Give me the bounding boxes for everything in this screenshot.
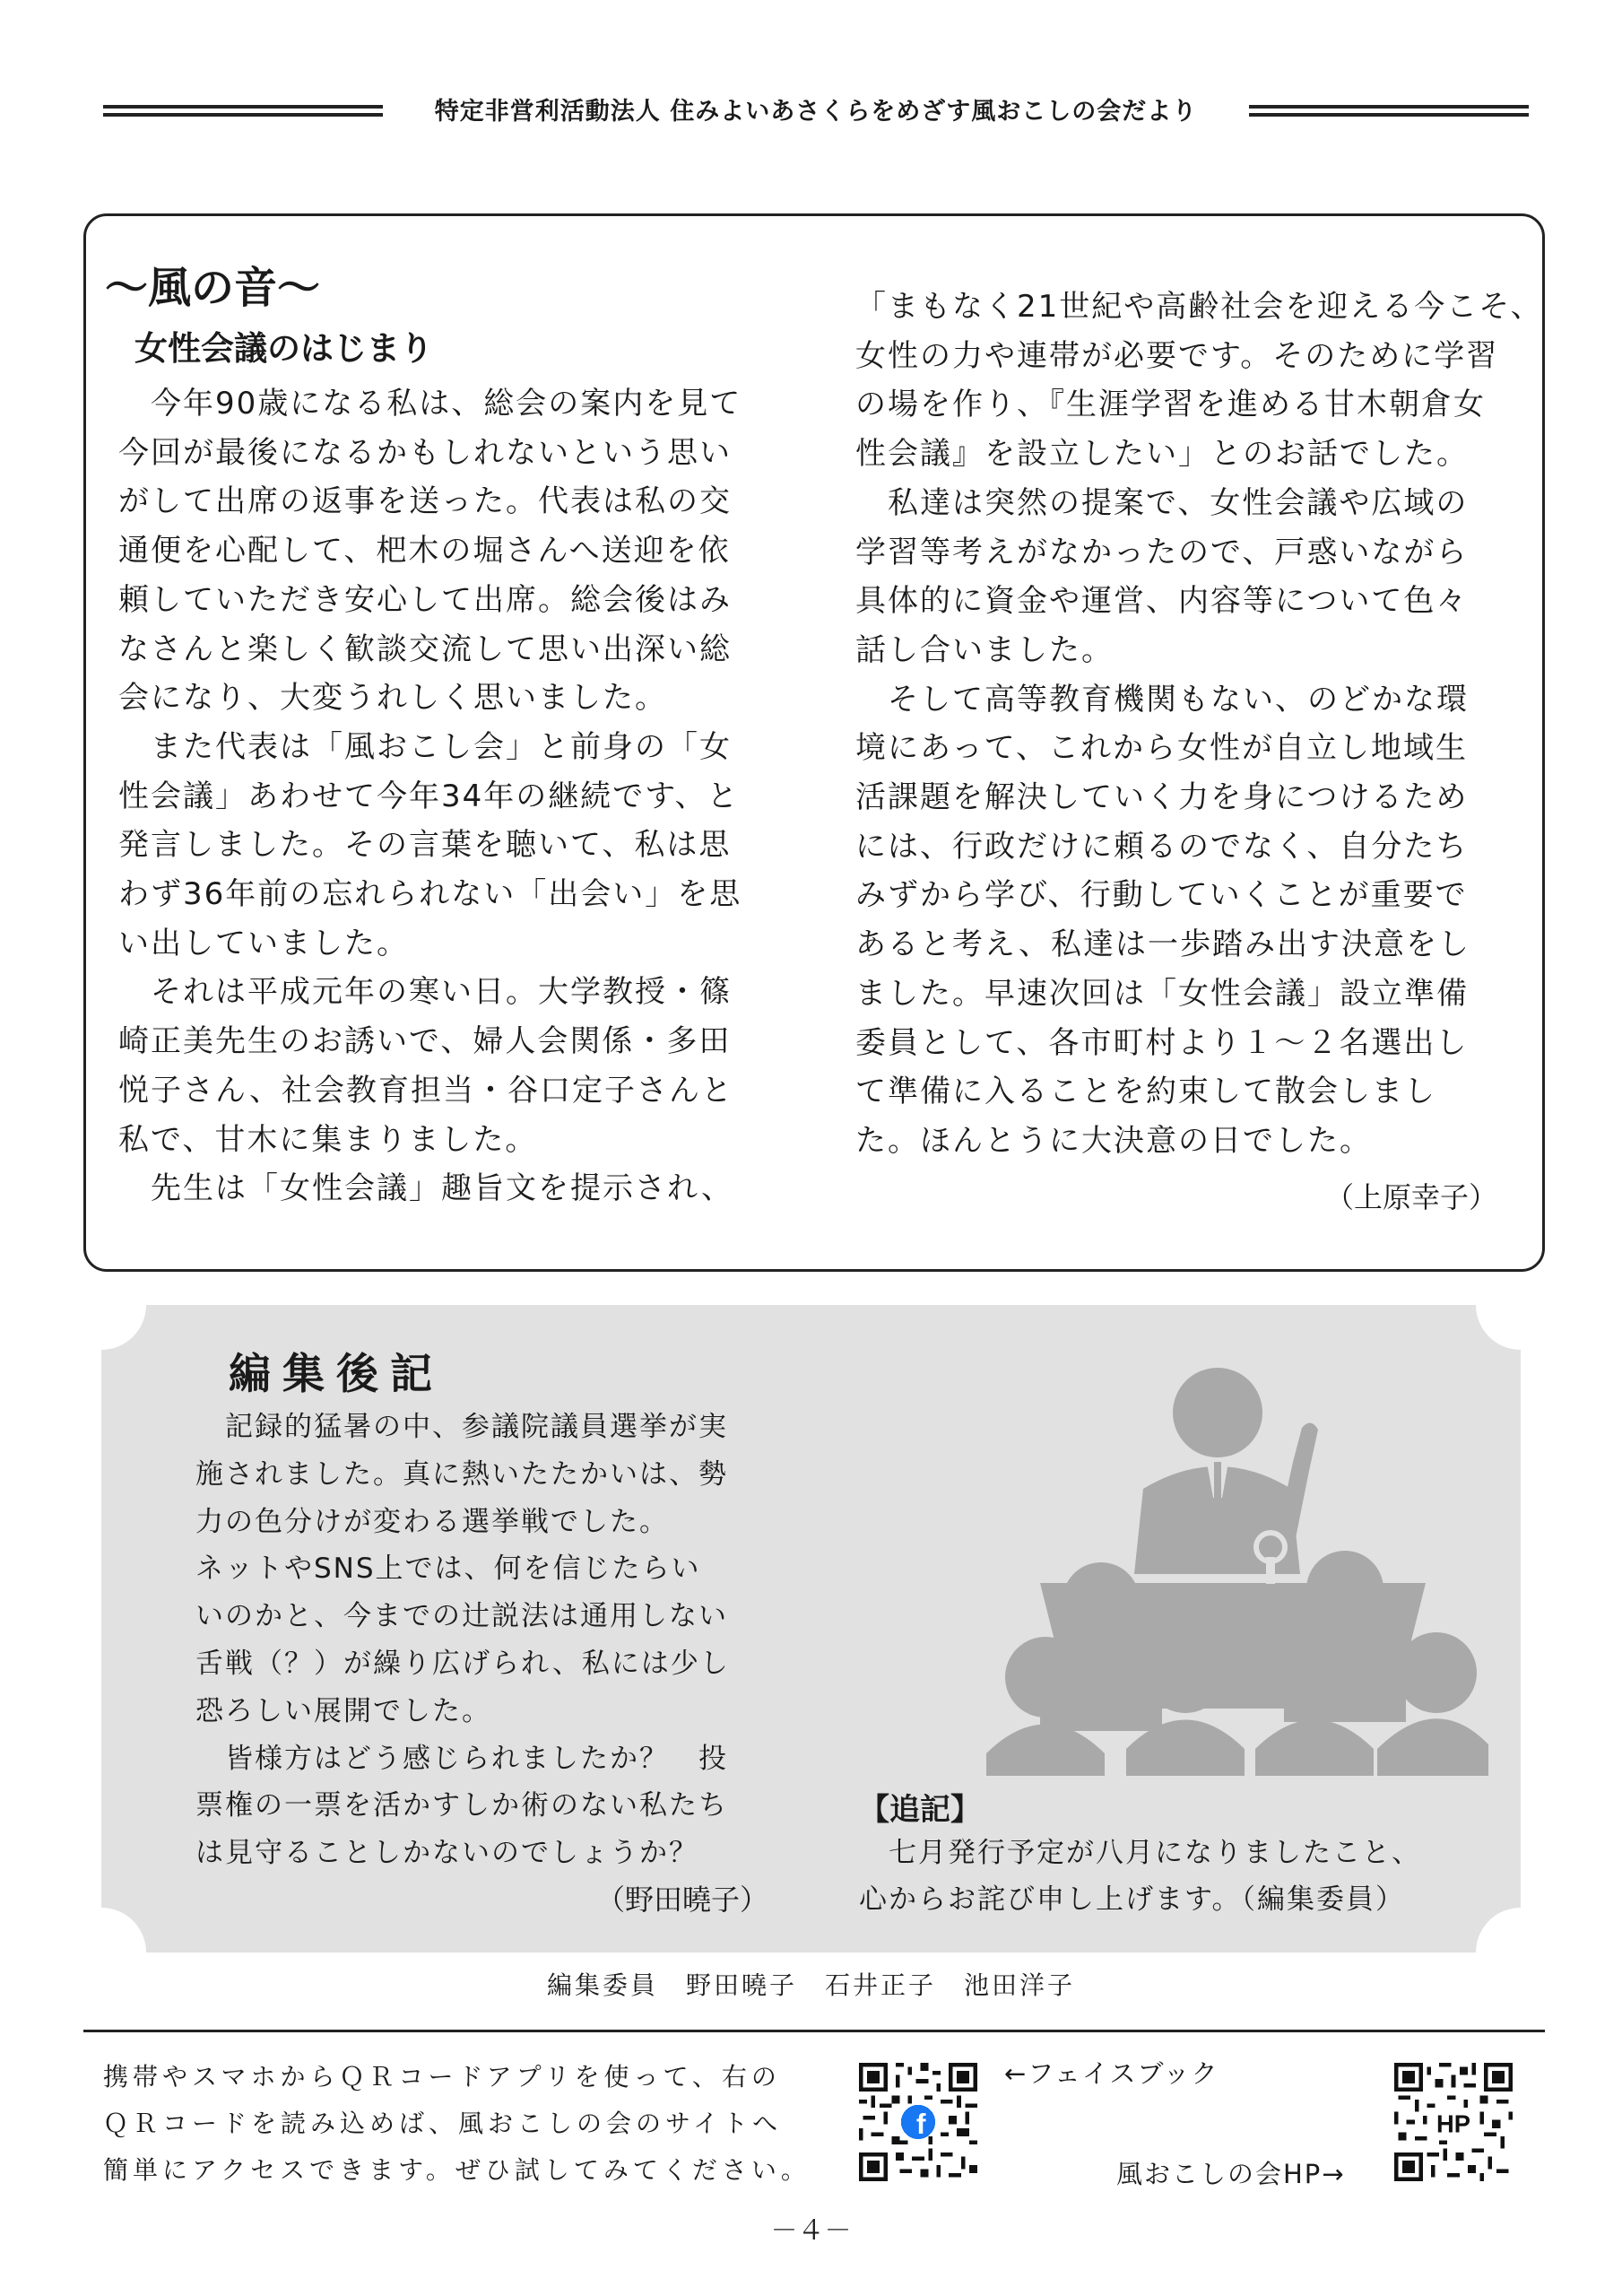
article-line: 学習等考えがなかったので、戸惑いながら [855, 534, 1469, 570]
tsuiki-line: 七月発行予定が八月になりましたこと、 [859, 1837, 1421, 1869]
article-line: 私達は突然の提案で、女性会議や広域の [855, 484, 1469, 521]
editorial-text [195, 1404, 787, 1877]
article-line: 活課題を解決していく力を身につけるため [855, 779, 1469, 816]
speaker-podium-audience-icon [986, 1354, 1488, 1776]
article-line: 発言しました。その言葉を聴いて、私は思 [118, 827, 732, 864]
editorial-line: 施されました。真に熱いたたかいは、勢 [195, 1457, 728, 1491]
homepage-link-label[interactable]: 風おこしの会HP→ [1116, 2159, 1346, 2189]
tsuiki-line: 心からお詫び申し上げます。（編集委員） [859, 1883, 1406, 1916]
article-line: た。ほんとうに大決意の日でした。 [855, 1122, 1372, 1159]
article-line: みずから学び、行動していくことが重要で [855, 877, 1468, 914]
article-line: また代表は「風おこし会」と前身の「女 [118, 728, 732, 765]
article-signature: （上原幸子） [1325, 1180, 1498, 1214]
editorial-signature: （野田曉子） [596, 1883, 769, 1917]
article-column-left [118, 379, 782, 1213]
article-line: 女性の力や連帯が必要です。そのために学習 [855, 337, 1499, 374]
tsuiki-label: 【追記】 [859, 1792, 981, 1828]
article-line: そして高等教育機関もない、のどかな環 [855, 681, 1469, 718]
article-line: 先生は「女性会議」趣旨文を提示され、 [118, 1170, 734, 1207]
article-line: がして出席の返事を送った。代表は私の交 [118, 483, 732, 520]
article-line: 崎正美先生のお誘いで、婦人会関係・多田 [118, 1023, 732, 1060]
qr-instruction-line: ＱＲコードを読み込めば、風おこしの会のサイトへ [103, 2109, 783, 2138]
article-line: の場を作り、『生涯学習を進める甘木朝倉女 [855, 387, 1486, 423]
article-line: 今年90歳になる私は、総会の案内を見て [118, 386, 742, 422]
article-line: 通便を心配して、杷木の堀さんへ送迎を依 [118, 533, 731, 570]
qr-instructions [103, 2054, 811, 2194]
svg-text:f: f [915, 2108, 926, 2141]
article-line: 話し合いました。 [855, 631, 1114, 668]
article-line: 頼していただき安心して出席。総会後はみ [118, 581, 732, 618]
facebook-link-label[interactable]: ←フェイスブック [1004, 2058, 1219, 2089]
article-line: わず36年前の忘れられない「出会い」を思 [118, 876, 742, 913]
homepage-qr-code[interactable] [1394, 2063, 1513, 2181]
editorial-line: 力の色分けが変わる選挙戦でした。 [195, 1505, 669, 1538]
article-line: 性会議」あわせて今年34年の継続です、と [118, 778, 740, 814]
facebook-qr-code[interactable] [859, 2063, 977, 2181]
newsletter-header [103, 90, 1529, 135]
editorial-title: 編集後記 [229, 1350, 444, 1399]
article-line: ました。早速次回は「女性会議」設立準備 [855, 975, 1469, 1012]
newsletter-title: 特定非営利活動法人 住みよいあさくらをめざす風おこしの会だより [434, 98, 1198, 126]
section-title-kaze: 〜風の音〜 [105, 263, 321, 313]
footer-divider [83, 2030, 1545, 2032]
qr-instruction-line: 簡単にアクセスできます。ぜひ試してみてください。 [103, 2155, 811, 2185]
editorial-line: 舌戦（？）が繰り広げられ、私には少し [195, 1647, 730, 1680]
article-line: 具体的に資金や運営、内容等について色々 [855, 583, 1469, 620]
homepage-qr-label: HP [1436, 2109, 1470, 2138]
article-line: 悦子さん、社会教育担当・谷口定子さんと [118, 1072, 734, 1109]
article-line: なさんと楽しく歓談交流して思い出深い総 [118, 631, 732, 667]
editorial-line: 記録的猛暑の中、参議院議員選挙が実 [195, 1411, 728, 1443]
article-line: 会になり、大変うれしく思いました。 [118, 680, 667, 717]
editorial-line: いのかと、今までの辻説法は通用しない [195, 1600, 728, 1633]
article-subtitle: 女性会議のはじまり [134, 329, 433, 368]
editorial-line: は見守ることしかないのでしょうか？ [195, 1837, 698, 1870]
article-line: て準備に入ることを約束して散会しまし [855, 1074, 1436, 1110]
article-line: 委員として、各市町村より１〜２名選出し [855, 1024, 1469, 1061]
article-line: い出していました。 [118, 925, 409, 961]
header-rule-left [103, 105, 383, 117]
article-line: それは平成元年の寒い日。大学教授・篠 [118, 974, 732, 1011]
page-number: －４－ [770, 2215, 852, 2247]
article-line: あると考え、私達は一歩踏み出す決意をし [855, 926, 1471, 963]
editorial-line: 恐ろしい展開でした。 [195, 1694, 491, 1727]
article-line: 私で、甘木に集まりました。 [118, 1121, 538, 1158]
article-line: 「まもなく21世紀や高齢社会を迎える今こそ、 [855, 289, 1543, 325]
editorial-line: ネットやSNS上では、何を信じたらい [195, 1552, 701, 1586]
article-column-right [855, 283, 1543, 1166]
qr-instruction-line: 携帯やスマホからＱＲコードアプリを使って、右の [103, 2062, 781, 2092]
editors-credit: 編集委員 野田曉子 石井正子 池田洋子 [546, 1970, 1075, 2000]
header-rule-right [1249, 105, 1529, 117]
article-line: 境にあって、これから女性が自立し地域生 [855, 730, 1468, 767]
editorial-line: 票権の一票を活かすしか術のない私たち [195, 1789, 728, 1822]
editorial-line: 皆様方はどう感じられましたか？ 投 [195, 1742, 728, 1775]
article-line: 性会議』を設立したい」とのお話でした。 [855, 436, 1469, 473]
article-line: には、行政だけに頼るのでなく、自分たち [855, 828, 1469, 865]
article-line: 今回が最後になるかもしれないという思い [118, 434, 732, 471]
